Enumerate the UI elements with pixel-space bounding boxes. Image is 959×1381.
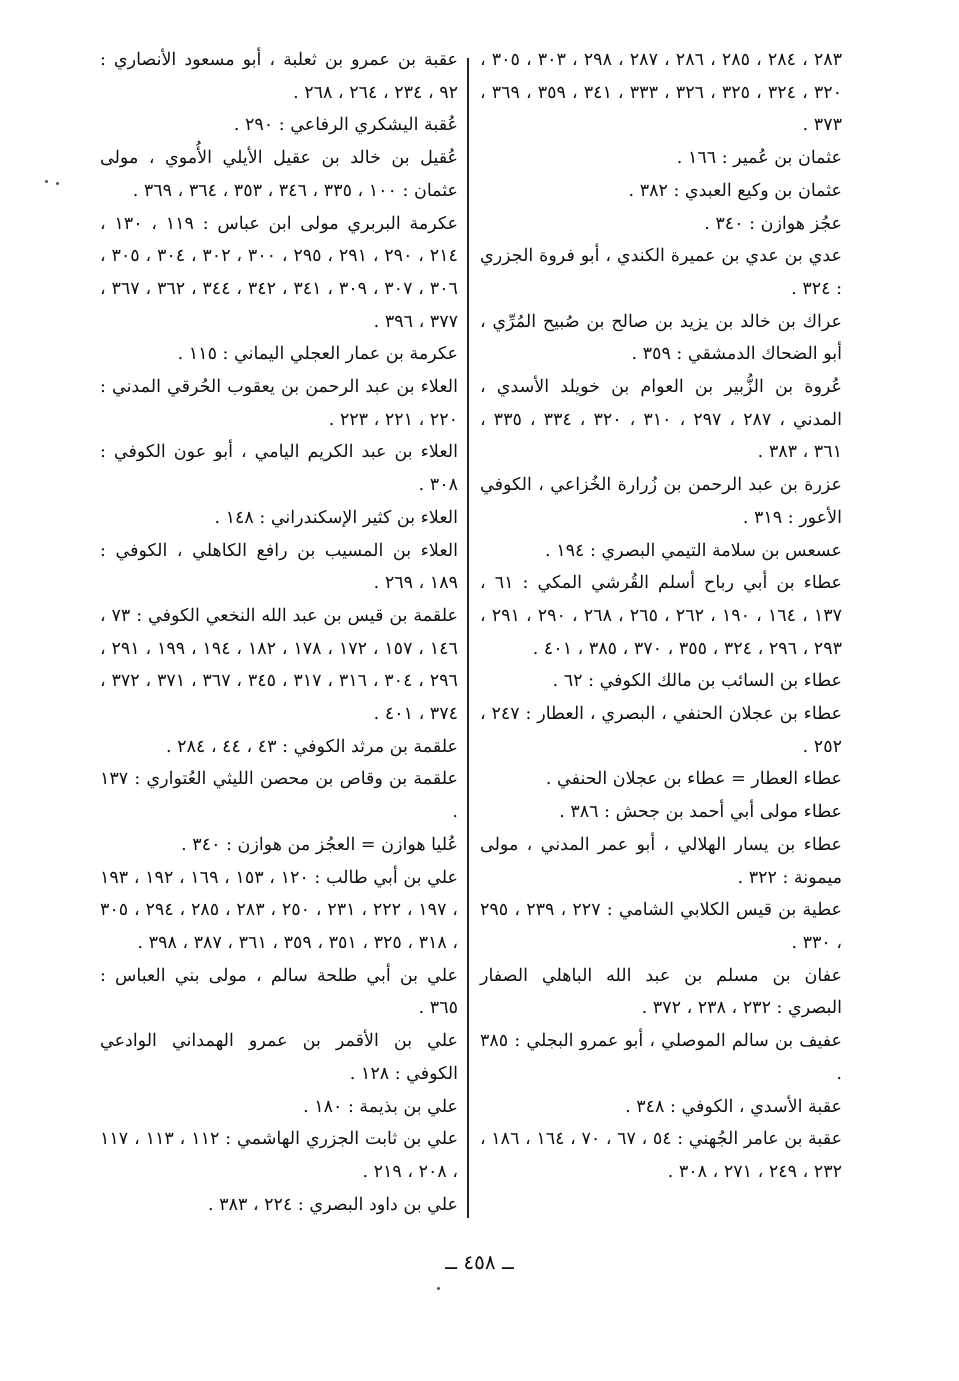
index-entry: عطاء بن عجلان الحنفي ، البصري ، العطار : ٢٤٧ ، ٢٥٢ .: [480, 704, 843, 757]
index-entry: عُقيل بن خالد بن عقيل الأيلي الأُموي ، مولى عثمان : ١٠٠ ، ٣٣٥ ، ٣٤٦ ، ٣٥٣ ، ٣٦٤ ، ٣٦٩ .: [100, 148, 458, 201]
index-entry: عطاء العطار = عطاء بن عجلان الحنفي .: [545, 769, 842, 790]
index-entry: علقمة بن مرثد الكوفي : ٤٣ ، ٤٤ ، ٢٨٤ .: [166, 736, 458, 757]
right-column: [480, 44, 842, 1189]
index-entry: عثمان بن وكيع العبدي : ٣٨٢ .: [628, 180, 842, 201]
index-entry: عجُز هوازن : ٣٤٠ .: [704, 213, 842, 234]
index-entry: عقبة بن عامر الجُهني : ٥٤ ، ٦٧ ، ٧٠ ، ١٦٤ ، ١٨٦ ، ٢٣٢ ، ٢٤٩ ، ٢٧١ ، ٣٠٨ .: [480, 1129, 843, 1182]
page-number: ــ ٤٥٨ ــ: [445, 1250, 514, 1274]
index-entry: علي بن أبي طالب : ١٢٠ ، ١٥٣ ، ١٦٩ ، ١٩٢ ، ١٩٣ ، ١٩٧ ، ٢٢٢ ، ٢٣١ ، ٢٥٠ ، ٢٨٣ ، ٢٨٥ ، ٢٩٤ ، ٣٠٥ ، ٣١٨ ، ٣٢٥ ، ٣٥١ ، ٣٥٩ ، ٣٦١ ، ٣٨٧ ، ٣٩٨ .: [100, 867, 458, 953]
index-entry: عراك بن خالد بن يزيد بن صالح بن صُبيح المُرِّي ، أبو الضحاك الدمشقي : ٣٥٩ .: [480, 311, 842, 365]
index-entry: عكرمة بن عمار العجلي اليماني : ١١٥ .: [177, 344, 458, 365]
index-entry: عُروة بن الزُّبير بن العوام بن خويلد الأسدي ، المدني ، ٢٨٧ ، ٢٩٧ ، ٣١٠ ، ٣٢٠ ، ٣٣٤ ، ٣٣٥ ، ٣٦١ ، ٣٨٣ .: [480, 377, 842, 463]
left-column: [100, 44, 458, 1221]
index-entry: عطاء بن يسار الهلالي ، أبو عمر المدني ، مولى ميمونة : ٣٢٢ .: [480, 834, 842, 888]
index-entry: علقمة بن قيس بن عبد الله النخعي الكوفي : ٧٣ ، ١٤٦ ، ١٥٧ ، ١٧٢ ، ١٧٨ ، ١٨٢ ، ١٩٤ ، ١٩٩ ، ٢٩١ ، ٢٩٦ ، ٣٠٤ ، ٣١٦ ، ٣١٧ ، ٣٤٥ ، ٣٦٧ ، ٣٧١ ، ٣٧٢ ، ٣٧٤ ، ٤٠١ .: [100, 605, 458, 725]
index-entry: علي بن الأقمر بن عمرو الهمداني الوادعي الكوفي : ١٢٨ .: [100, 1031, 458, 1084]
index-entry: العلاء بن عبد الرحمن بن يعقوب الحُرقي المدني : ٢٢٠ ، ٢٢١ ، ٢٢٣ .: [100, 377, 458, 430]
index-entry: عطية بن قيس الكلابي الشامي : ٢٢٧ ، ٢٣٩ ، ٢٩٥ ، ٣٣٠ .: [480, 900, 842, 953]
index-entry: عقبة بن عمرو بن ثعلبة ، أبو مسعود الأنصاري : ٩٢ ، ٢٣٤ ، ٢٦٤ ، ٢٦٨ .: [100, 50, 458, 103]
index-entry: عطاء مولى أبي أحمد بن جحش : ٣٨٦ .: [559, 802, 842, 823]
scan-speck: [437, 1287, 440, 1290]
index-entry: عُقبة اليشكري الرفاعي : ٢٩٠ .: [233, 115, 458, 136]
scan-speck: [45, 180, 48, 183]
scan-speck: [56, 182, 59, 185]
index-entry: عثمان بن عُمير : ١٦٦ .: [676, 148, 842, 169]
index-entry: عُليا هوازن = العجُز من هوازن : ٣٤٠ .: [181, 834, 458, 855]
index-entry: علي بن أبي طلحة سالم ، مولى بني العباس : ٣٦٥ .: [100, 965, 458, 1019]
index-entry: عطاء بن أبي رباح أسلم القُرشي المكي : ٦١ ، ١٣٧ ، ١٦٤ ، ١٩٠ ، ٢٦٢ ، ٢٦٥ ، ٢٦٨ ، ٢٩٠ ، ٢٩١ ، ٢٩٣ ، ٢٩٦ ، ٣٢٤ ، ٣٥٥ ، ٣٧٠ ، ٣٨٥ ، ٤٠١ .: [480, 573, 843, 659]
index-entry: العلاء بن كثير الإسكندراني : ١٤٨ .: [214, 507, 458, 528]
index-entry: العلاء بن عبد الكريم اليامي ، أبو عون الكوفي : ٣٠٨ .: [100, 442, 458, 496]
index-entry: ٢٨٣ ، ٢٨٤ ، ٢٨٥ ، ٢٨٦ ، ٢٨٧ ، ٢٩٨ ، ٣٠٣ ، ٣٠٥ ، ٣٢٠ ، ٣٢٤ ، ٣٢٥ ، ٣٢٦ ، ٣٣٣ ، ٣٤١ ، ٣٥٩ ، ٣٦٩ ، ٣٧٣ .: [480, 50, 843, 136]
index-entry: عكرمة البربري مولى ابن عباس : ١١٩ ، ١٣٠ ، ٢١٤ ، ٢٩٠ ، ٢٩١ ، ٢٩٥ ، ٣٠٠ ، ٣٠٢ ، ٣٠٤ ، ٣٠٥ ، ٣٠٦ ، ٣٠٧ ، ٣٠٩ ، ٣٤١ ، ٣٤٢ ، ٣٤٤ ، ٣٦٢ ، ٣٦٧ ، ٣٧٧ ، ٣٩٦ .: [100, 213, 458, 332]
column-divider: [467, 58, 469, 1218]
index-entry: عفيف بن سالم الموصلي ، أبو عمرو البجلي : ٣٨٥ .: [480, 1031, 842, 1084]
index-entry: عزرة بن عبد الرحمن بن زُرارة الخُزاعي ، الكوفي الأعور : ٣١٩ .: [480, 475, 842, 528]
index-entry: العلاء بن المسيب بن رافع الكاهلي ، الكوفي : ١٨٩ ، ٢٦٩ .: [100, 540, 458, 594]
index-entry: عطاء بن السائب بن مالك الكوفي : ٦٢ .: [552, 671, 842, 692]
index-entry: علي بن داود البصري : ٢٢٤ ، ٣٨٣ .: [208, 1194, 458, 1215]
index-entry: عدي بن عدي بن عميرة الكندي ، أبو فروة الجزري : ٣٢٤ .: [480, 246, 842, 299]
index-entry: عفان بن مسلم بن عبد الله الباهلي الصفار البصري : ٢٣٢ ، ٢٣٨ ، ٣٧٢ .: [480, 965, 842, 1019]
index-entry: علقمة بن وقاص بن محصن الليثي العُتواري : ١٣٧ .: [100, 769, 458, 823]
index-entry: علي بن بذيمة : ١٨٠ .: [303, 1096, 458, 1117]
index-entry: علي بن ثابت الجزري الهاشمي : ١١٢ ، ١١٣ ، ١١٧ ، ٢٠٨ ، ٢١٩ .: [100, 1129, 459, 1182]
index-entry: عقبة الأسدي ، الكوفي : ٣٤٨ .: [625, 1096, 842, 1117]
index-entry: عسعس بن سلامة التيمي البصري : ١٩٤ .: [545, 540, 842, 561]
